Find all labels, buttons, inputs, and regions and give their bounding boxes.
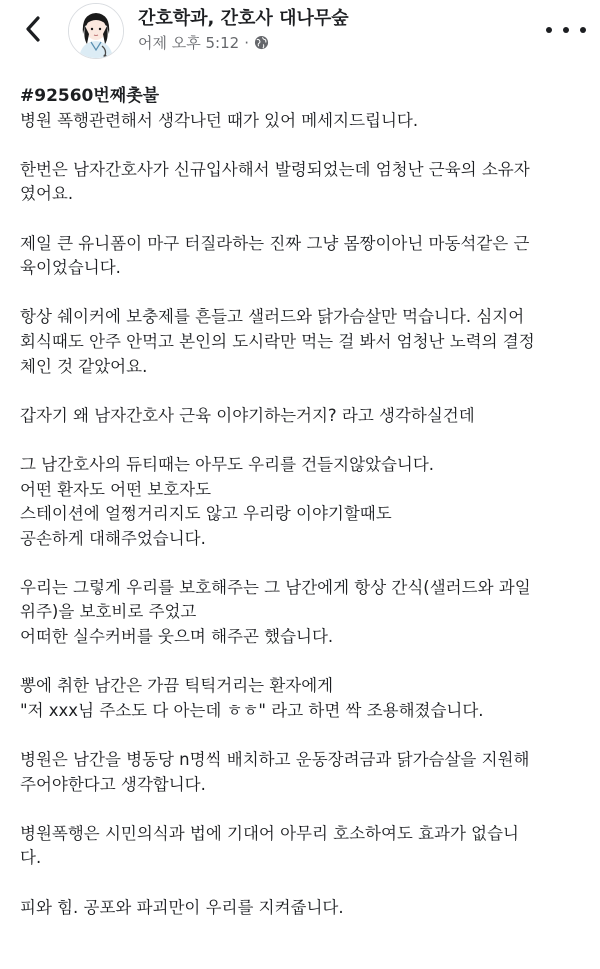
paragraph-line: 피와 힘. 공포와 파괴만이 우리를 지켜줍니다.	[20, 897, 344, 917]
meta-separator: ·	[244, 33, 249, 52]
post-paragraph	[20, 305, 586, 379]
globe-icon	[254, 35, 269, 50]
post-paragraph	[20, 404, 586, 429]
post-body	[20, 84, 586, 945]
post-hashtag[interactable]: #92560번째촛불	[20, 86, 160, 106]
paragraph-line: 갑자기 왜 남자간호사 근육 이야기하는거지? 라고 생각하실건데	[20, 405, 475, 425]
post-meta	[138, 32, 269, 53]
paragraph-line: 한번은 남자간호사가 신규입사해서 발령되었는데 엄청난 근육의 소유자	[20, 159, 530, 179]
paragraph-line: 병원폭행은 시민의식과 법에 기대어 아무리 호소하여도 효과가 없습니	[20, 823, 519, 843]
post-paragraph	[20, 674, 586, 723]
post-paragraph	[20, 822, 586, 871]
paragraph-line: 그 남간호사의 듀티때는 아무도 우리를 건들지않았습니다.	[20, 454, 435, 474]
paragraph-line: 였어요.	[20, 184, 74, 204]
paragraph-line: 항상 쉐이커에 보충제를 흔들고 샐러드와 닭가슴살만 먹습니다. 심지어	[20, 307, 525, 327]
paragraph-line: 육이었습니다.	[20, 258, 121, 278]
nurse-avatar-image	[69, 4, 123, 58]
post-paragraph	[20, 232, 586, 281]
paragraph-line: 회식때도 안주 안먹고 본인의 도시락만 먹는 걸 봐서 엄청난 노력의 결정	[20, 331, 535, 351]
more-dot	[563, 27, 569, 33]
paragraph-line: 병원 폭행관련해서 생각나던 때가 있어 메세지드립니다.	[20, 110, 419, 130]
post-paragraph	[20, 453, 586, 551]
post-paragraph	[20, 109, 586, 134]
paragraph-line: 병원은 남간을 병동당 n명씩 배치하고 운동장려금과 닭가슴살을 지원해	[20, 750, 530, 770]
paragraph-line: 스테이션에 얼쩡거리지도 않고 우리랑 이야기할때도	[20, 504, 392, 524]
chevron-left-icon	[25, 16, 41, 42]
paragraph-line: 위주)을 보호비로 주었고	[20, 602, 197, 622]
post-paragraph	[20, 748, 586, 797]
post-timestamp[interactable]: 어제 오후 5:12	[138, 34, 240, 52]
paragraph-line: 공손하게 대해주었습니다.	[20, 528, 206, 548]
paragraph-line: 우리는 그렇게 우리를 보호해주는 그 남간에게 항상 간식(샐러드와 과일	[20, 577, 531, 597]
more-dot	[580, 27, 586, 33]
paragraph-line: 주어야한다고 생각합니다.	[20, 774, 206, 794]
paragraph-line: 뽕에 취한 남간은 가끔 틱틱거리는 환자에게	[20, 676, 334, 696]
paragraph-line: 다.	[20, 848, 42, 868]
post-paragraph	[20, 158, 586, 207]
paragraph-line: 어떠한 실수커버를 웃으며 해주곤 했습니다.	[20, 627, 334, 647]
post-paragraph	[20, 576, 586, 650]
paragraph-line: 제일 큰 유니폼이 마구 터질라하는 진짜 그냥 몸짱이아닌 마동석같은 근	[20, 233, 530, 253]
more-options-button[interactable]	[546, 18, 586, 42]
post-paragraph	[20, 896, 586, 921]
post-paragraphs	[20, 109, 586, 921]
paragraph-line: 체인 것 같았어요.	[20, 356, 148, 376]
paragraph-line: 어떤 환자도 어떤 보호자도	[20, 479, 212, 499]
post-header	[0, 0, 600, 66]
page-name[interactable]: 간호학과, 간호사 대나무숲	[138, 8, 349, 29]
back-button[interactable]	[18, 14, 48, 44]
page-avatar[interactable]	[68, 3, 124, 59]
more-dot	[546, 27, 552, 33]
paragraph-line: "저 xxx님 주소도 다 아는데 ㅎㅎ" 라고 하면 싹 조용해졌습니다.	[20, 700, 484, 720]
